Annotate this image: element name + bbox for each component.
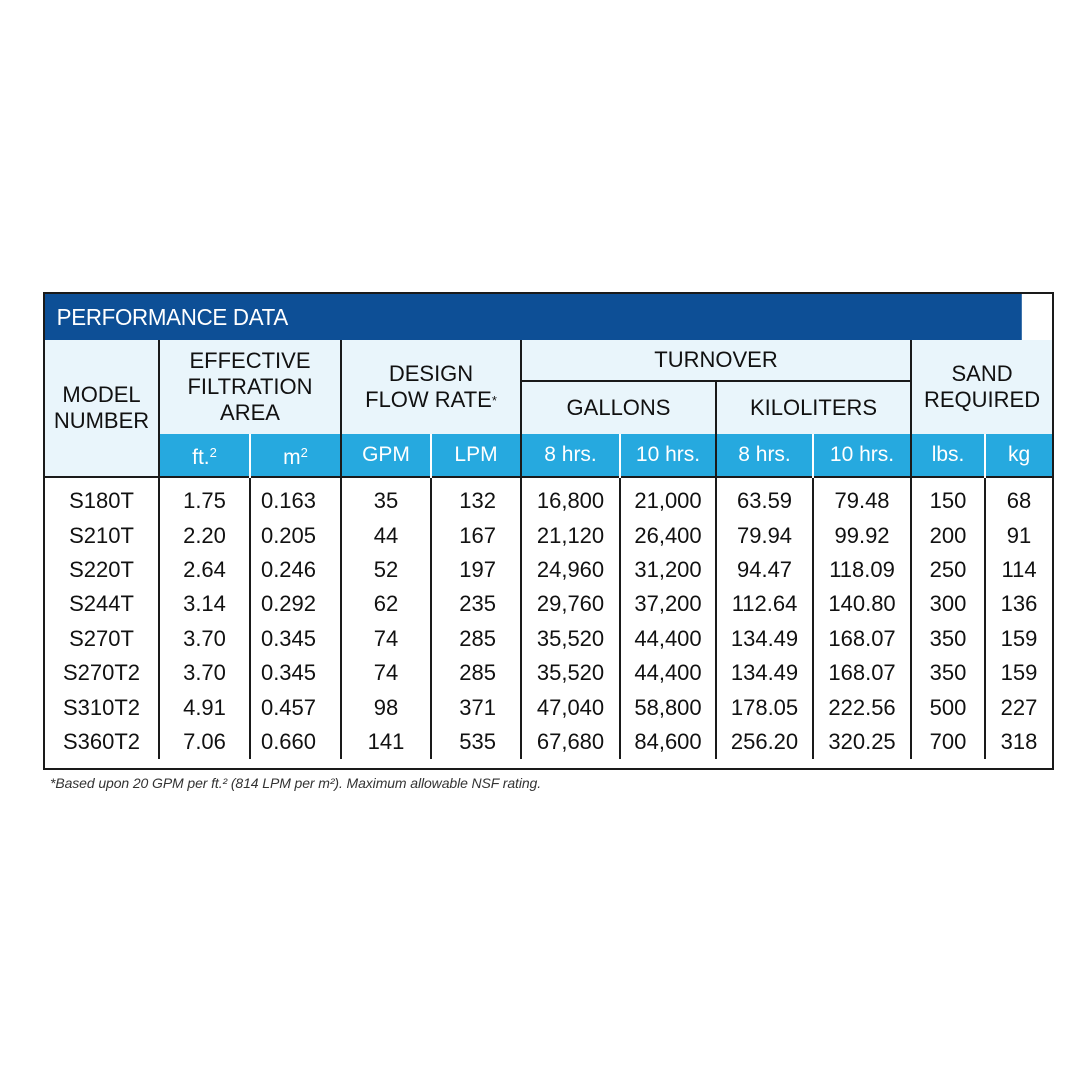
cell-model: S360T2 bbox=[45, 725, 159, 759]
cell-ft2: 2.64 bbox=[159, 553, 250, 587]
table-row bbox=[45, 553, 1052, 587]
cell-lpm: 167 bbox=[431, 518, 521, 552]
cell-gpm: 74 bbox=[341, 656, 431, 690]
unit-kiloliters-8hrs: 8 hrs. bbox=[716, 434, 813, 477]
cell-kg: 159 bbox=[1000, 660, 1038, 686]
cell-model: S210T bbox=[45, 518, 159, 552]
cell-kiloliters-8hrs: 94.47 bbox=[716, 553, 813, 587]
header-sand-required: SAND REQUIRED bbox=[911, 340, 1052, 434]
table-row bbox=[45, 690, 1052, 724]
cell-gallons-10hrs: 37,200 bbox=[620, 587, 716, 621]
cell-lbs: 350 bbox=[911, 656, 985, 690]
cell-kiloliters-8hrs: 134.49 bbox=[716, 656, 813, 690]
cell-ft2: 7.06 bbox=[159, 725, 250, 759]
cell-model: S180T bbox=[45, 477, 159, 518]
cell-kg: 91 bbox=[1006, 522, 1032, 548]
table-row bbox=[45, 622, 1052, 656]
cell-m2: 0.246 bbox=[250, 553, 341, 587]
header-gallons: GALLONS bbox=[521, 381, 716, 434]
performance-table bbox=[45, 340, 1052, 759]
cell-lpm: 132 bbox=[431, 477, 521, 518]
unit-gallons-10hrs: 10 hrs. bbox=[620, 434, 716, 477]
cell-gallons-8hrs: 21,120 bbox=[521, 518, 620, 552]
cell-gallons-8hrs: 47,040 bbox=[521, 690, 620, 724]
unit-ft2: ft.$^2$ bbox=[159, 434, 250, 477]
cell-gallons-10hrs: 44,400 bbox=[620, 656, 716, 690]
cell-lbs: 350 bbox=[911, 622, 985, 656]
cell-gpm: 44 bbox=[341, 518, 431, 552]
cell-kiloliters-10hrs: 99.92 bbox=[813, 518, 911, 552]
cell-gallons-8hrs: 16,800 bbox=[521, 477, 620, 518]
cell-kiloliters-10hrs: 222.56 bbox=[813, 690, 911, 724]
cell-kg: 68 bbox=[1006, 488, 1032, 514]
cell-lbs: 150 bbox=[911, 477, 985, 518]
cell-kg: 318 bbox=[1000, 728, 1038, 754]
table-body bbox=[45, 477, 1052, 759]
cell-kiloliters-10hrs: 320.25 bbox=[813, 725, 911, 759]
cell-gallons-10hrs: 84,600 bbox=[620, 725, 716, 759]
unit-m2: $m^2$ bbox=[250, 434, 341, 477]
cell-kiloliters-8hrs: 79.94 bbox=[716, 518, 813, 552]
cell-m2: 0.345 bbox=[250, 656, 341, 690]
cell-gallons-10hrs: 26,400 bbox=[620, 518, 716, 552]
header-turnover: TURNOVER bbox=[521, 340, 911, 381]
cell-gallons-8hrs: 24,960 bbox=[521, 553, 620, 587]
table-row bbox=[45, 587, 1052, 621]
cell-model: S270T bbox=[45, 622, 159, 656]
cell-gallons-10hrs: 21,000 bbox=[620, 477, 716, 518]
unit-lbs: lbs. bbox=[911, 434, 985, 477]
cell-ft2: 4.91 bbox=[159, 690, 250, 724]
cell-lbs: 500 bbox=[911, 690, 985, 724]
cell-m2: 0.292 bbox=[250, 587, 341, 621]
cell-gpm: 62 bbox=[341, 587, 431, 621]
cell-gallons-8hrs: 35,520 bbox=[521, 622, 620, 656]
performance-data-panel bbox=[43, 292, 1054, 770]
cell-ft2: 3.70 bbox=[159, 622, 250, 656]
cell-m2: 0.163 bbox=[250, 477, 341, 518]
cell-ft2: 1.75 bbox=[159, 477, 250, 518]
cell-model: S220T bbox=[45, 553, 159, 587]
cell-model: S270T2 bbox=[45, 656, 159, 690]
cell-gpm: 35 bbox=[341, 477, 431, 518]
header-kiloliters: KILOLITERS bbox=[716, 381, 911, 434]
cell-kg: 114 bbox=[1001, 556, 1037, 582]
cell-kiloliters-10hrs: 140.80 bbox=[813, 587, 911, 621]
cell-lpm: 285 bbox=[431, 656, 521, 690]
cell-gallons-10hrs: 44,400 bbox=[620, 622, 716, 656]
cell-kiloliters-8hrs: 178.05 bbox=[716, 690, 813, 724]
cell-ft2: 3.14 bbox=[159, 587, 250, 621]
cell-model: S244T bbox=[45, 587, 159, 621]
cell-model: S310T2 bbox=[45, 690, 159, 724]
unit-gpm: GPM bbox=[341, 434, 431, 477]
table-row bbox=[45, 656, 1052, 690]
cell-ft2: 2.20 bbox=[159, 518, 250, 552]
cell-lbs: 250 bbox=[911, 553, 985, 587]
cell-m2: 0.345 bbox=[250, 622, 341, 656]
table-row bbox=[45, 725, 1052, 759]
cell-gpm: 74 bbox=[341, 622, 431, 656]
cell-gallons-8hrs: 35,520 bbox=[521, 656, 620, 690]
cell-gpm: 141 bbox=[341, 725, 431, 759]
cell-kiloliters-8hrs: 134.49 bbox=[716, 622, 813, 656]
cell-m2: 0.660 bbox=[250, 725, 341, 759]
cell-kiloliters-10hrs: 79.48 bbox=[813, 477, 911, 518]
cell-m2: 0.205 bbox=[250, 518, 341, 552]
cell-kiloliters-8hrs: 112.64 bbox=[716, 587, 813, 621]
cell-kg: 227 bbox=[1000, 694, 1038, 720]
cell-kiloliters-10hrs: 168.07 bbox=[813, 622, 911, 656]
cell-kg: 159 bbox=[1000, 625, 1038, 651]
cell-kiloliters-8hrs: 256.20 bbox=[716, 725, 813, 759]
header-model-number: MODEL NUMBER bbox=[45, 340, 159, 477]
header-effective-filtration-area: EFFECTIVE FILTRATION AREA bbox=[159, 340, 341, 434]
cell-lpm: 197 bbox=[431, 553, 521, 587]
header-design-flow-rate: DESIGN FLOW RATE* bbox=[341, 340, 521, 434]
cell-lbs: 300 bbox=[911, 587, 985, 621]
cell-gallons-8hrs: 29,760 bbox=[521, 587, 620, 621]
cell-lpm: 235 bbox=[431, 587, 521, 621]
unit-kiloliters-10hrs: 10 hrs. bbox=[813, 434, 911, 477]
cell-gpm: 98 bbox=[341, 690, 431, 724]
table-row bbox=[45, 477, 1052, 518]
cell-lpm: 285 bbox=[431, 622, 521, 656]
cell-kiloliters-8hrs: 63.59 bbox=[716, 477, 813, 518]
cell-m2: 0.457 bbox=[250, 690, 341, 724]
unit-gallons-8hrs: 8 hrs. bbox=[521, 434, 620, 477]
cell-lpm: 535 bbox=[431, 725, 521, 759]
cell-kiloliters-10hrs: 118.09 bbox=[813, 553, 911, 587]
cell-gallons-8hrs: 67,680 bbox=[521, 725, 620, 759]
table-row bbox=[45, 518, 1052, 552]
cell-kiloliters-10hrs: 168.07 bbox=[813, 656, 911, 690]
cell-gallons-10hrs: 31,200 bbox=[620, 553, 716, 587]
cell-lbs: 700 bbox=[911, 725, 985, 759]
cell-gallons-10hrs: 58,800 bbox=[620, 690, 716, 724]
cell-gpm: 52 bbox=[341, 553, 431, 587]
footnote: *Based upon 20 GPM per ft.² (814 LPM per m²). Maximum allowable NSF rating. bbox=[50, 775, 541, 791]
cell-ft2: 3.70 bbox=[159, 656, 250, 690]
panel-title: PERFORMANCE DATA bbox=[45, 294, 1022, 340]
cell-lpm: 371 bbox=[431, 690, 521, 724]
cell-lbs: 200 bbox=[911, 518, 985, 552]
cell-kg: 136 bbox=[1000, 591, 1038, 617]
unit-lpm: LPM bbox=[431, 434, 521, 477]
unit-kg: kg bbox=[985, 434, 1052, 477]
